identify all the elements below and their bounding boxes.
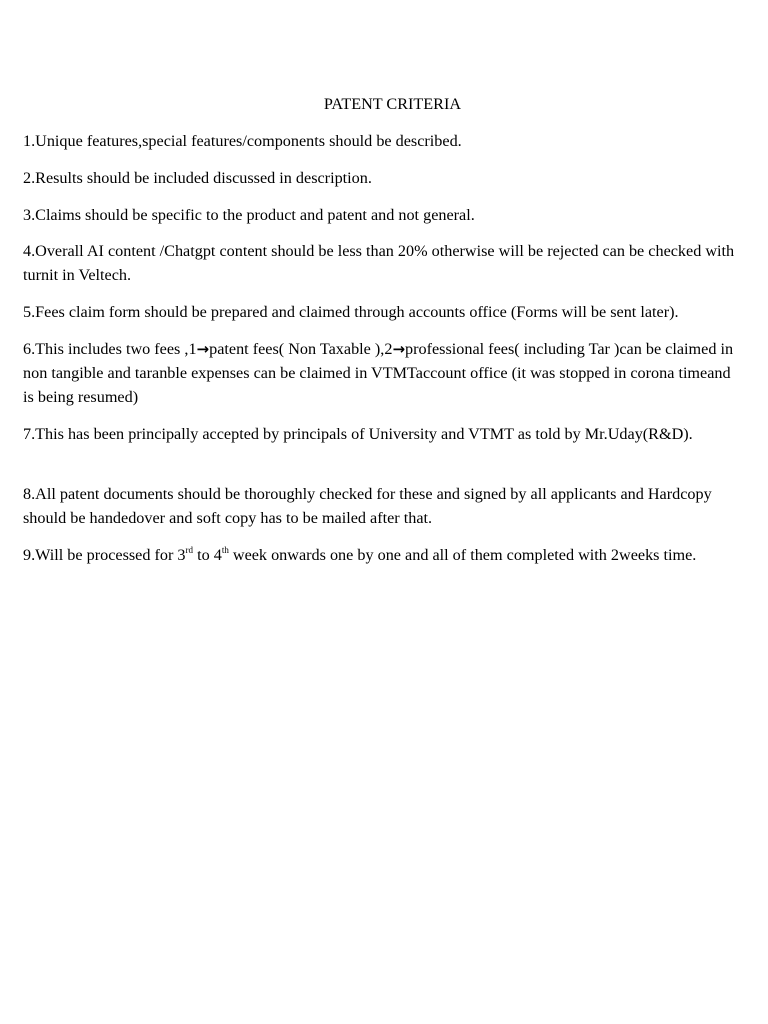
criterion-9 <box>23 543 743 567</box>
criterion-8: 8.All patent documents should be thoroughly checked for these and signed by all applicants and Hardcopy should be handedover and soft copy has to be mailed after that. <box>23 485 712 527</box>
criterion-9-part-b: to 4 <box>193 546 222 564</box>
criterion-7: 7.This has been principally accepted by principals of University and VTMT as told by Mr.Uday(R&D). <box>23 425 693 443</box>
criterion-9-part-a: 9.Will be processed for 3 <box>23 546 186 564</box>
arrow-right-icon: → <box>196 340 210 358</box>
criterion-1: 1.Unique features,special features/components should be described. <box>23 132 462 150</box>
arrow-right-icon: → <box>392 340 406 358</box>
criterion-9-part-c: week onwards one by one and all of them completed with 2weeks time. <box>228 546 697 564</box>
criterion-3: 3.Claims should be specific to the product and patent and not general. <box>23 206 475 224</box>
criterion-6-part-b: patent fees( Non Taxable ),2 <box>209 340 393 358</box>
document-title: PATENT CRITERIA <box>323 95 462 113</box>
criterion-4: 4.Overall AI content /Chatgpt content should be less than 20% otherwise will be rejected can be checked with turnit in Veltech. <box>23 242 735 284</box>
criterion-5: 5.Fees claim form should be prepared and claimed through accounts office (Forms will be sent later). <box>23 303 679 321</box>
criterion-6-part-c: professional fees( including Tar )can be claimed in non tangible and taranble expenses can be claimed in VTMTaccount office (it was stopped in corona timeand is being resumed) <box>23 340 734 406</box>
criterion-6-part-a: 6.This includes two fees ,1 <box>23 340 197 358</box>
ordinal-suffix-rd: rd <box>185 545 194 555</box>
criterion-2: 2.Results should be included discussed in description. <box>23 169 372 187</box>
ordinal-suffix-th: th <box>221 545 229 555</box>
criterion-6 <box>23 337 743 409</box>
